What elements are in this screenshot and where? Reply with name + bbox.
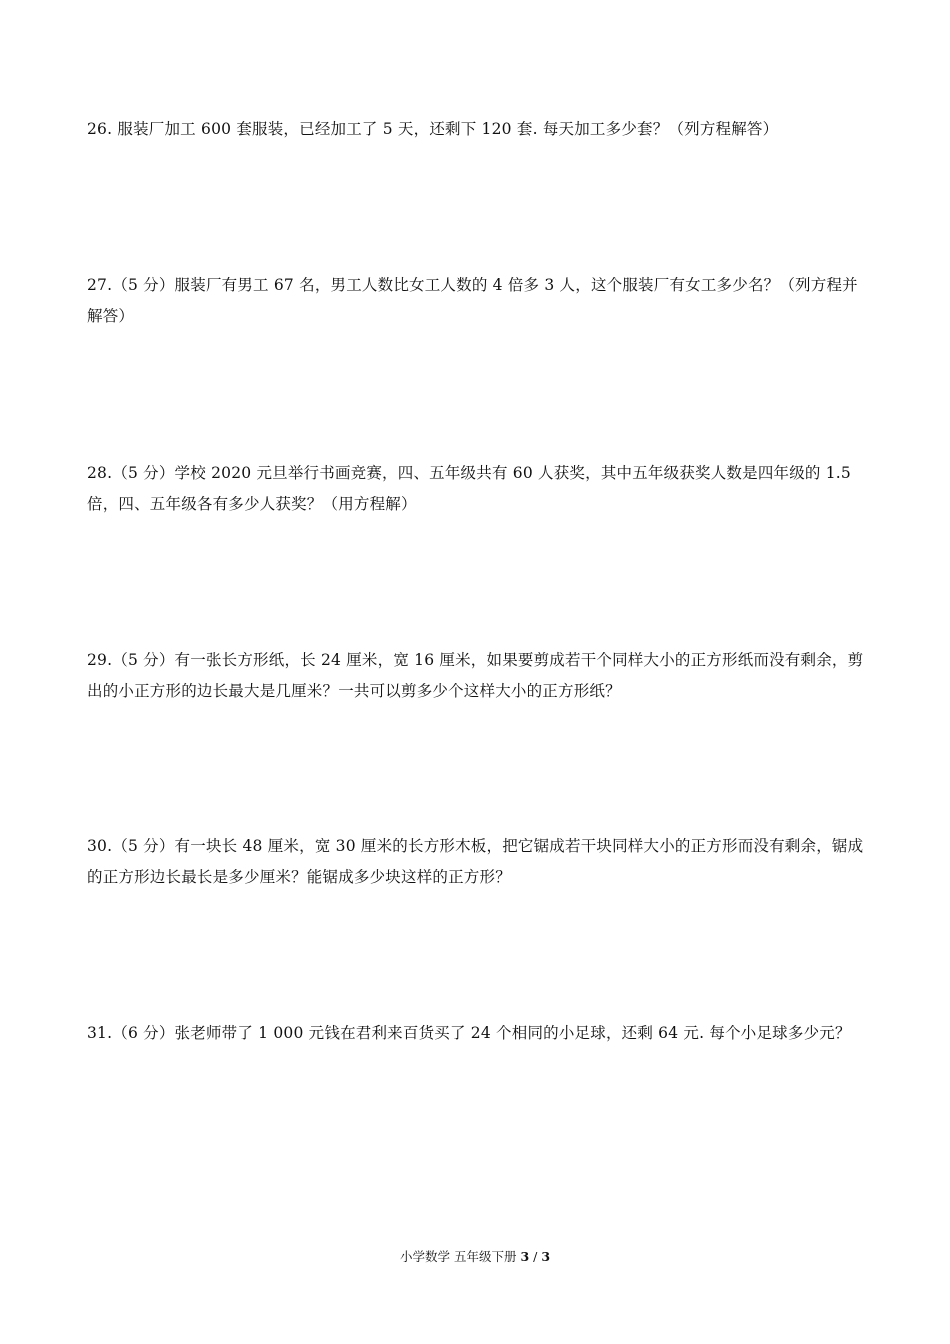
page-number-total: 3: [541, 1249, 551, 1264]
question-27: 27.（5 分）服装厂有男工 67 名，男工人数比女工人数的 4 倍多 3 人，这个服装厂有女工多少名？（列方程并解答）: [87, 276, 858, 325]
footer-subject: 小学数学 五年级下册: [399, 1249, 517, 1264]
page-number-current: 3: [520, 1249, 530, 1264]
question-28: 28.（5 分）学校 2020 元旦举行书画竞赛，四、五年级共有 60 人获奖，其中五年级获奖人数是四年级的 1.5 倍，四、五年级各有多少人获奖？（用方程解）: [87, 464, 851, 513]
question-29: 29.（5 分）有一张长方形纸，长 24 厘米，宽 16 厘米，如果要剪成若干个同样大小的正方形纸而没有剩余，剪出的小正方形的边长最大是几厘米？一共可以剪多少个这样大小的正方形纸？: [87, 651, 864, 700]
question-31: 31.（6 分）张老师带了 1 000 元钱在君利来百货买了 24 个相同的小足球，还剩 64 元. 每个小足球多少元？: [87, 1024, 851, 1042]
question-30: 30.（5 分）有一块长 48 厘米，宽 30 厘米的长方形木板，把它锯成若干块同样大小的正方形而没有剩余，锯成的正方形边长最长是多少厘米？能锯成多少块这样的正方形？: [87, 837, 864, 886]
page-footer: [0, 1247, 950, 1267]
question-26: 26. 服装厂加工 600 套服装，已经加工了 5 天，还剩下 120 套. 每天加工多少套？（列方程解答）: [87, 120, 779, 138]
page-number-separator: /: [529, 1249, 542, 1264]
